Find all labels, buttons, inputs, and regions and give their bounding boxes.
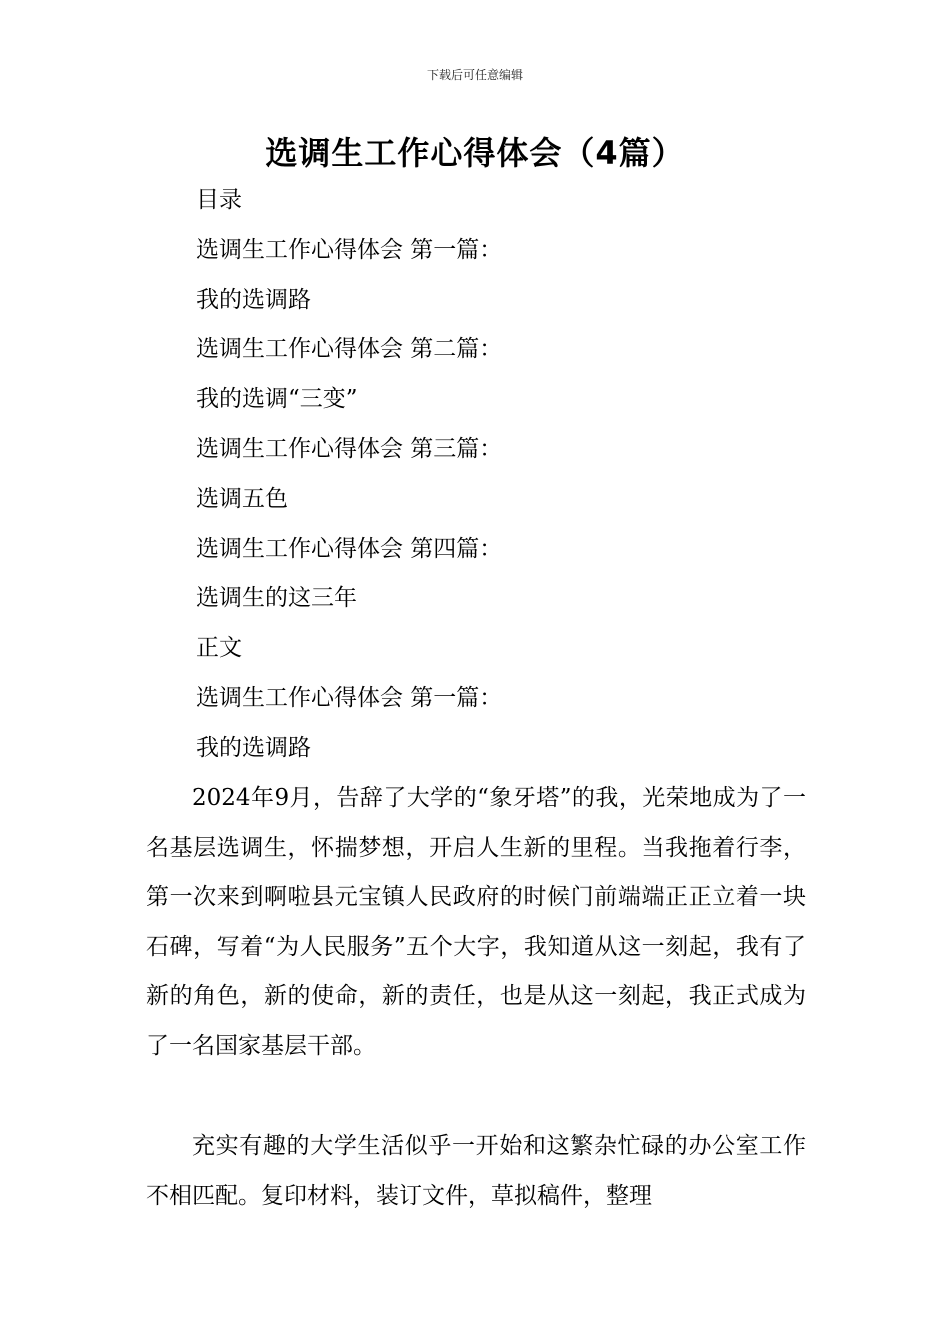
document-title: 选调生工作心得体会（4篇） <box>265 134 685 172</box>
header-note: 下载后可任意编辑 <box>426 68 523 82</box>
table-of-contents <box>196 176 816 774</box>
toc-item: 选调生工作心得体会 第一篇： <box>196 236 503 263</box>
body-paragraph: 充实有趣的大学生活似乎一开始和这繁杂忙碌的办公室工作不相匹配。复印材料，装订文件，草拟稿件，整理 <box>146 1133 806 1209</box>
toc-item: 选调生工作心得体会 第三篇： <box>196 435 503 462</box>
toc-item: 我的选调路 <box>196 286 311 313</box>
toc-item: 选调生工作心得体会 第二篇： <box>196 336 503 363</box>
section-heading: 选调生工作心得体会 第一篇： <box>196 684 503 711</box>
toc-item: 选调生工作心得体会 第四篇： <box>196 535 503 562</box>
toc-heading: 目录 <box>196 187 242 213</box>
toc-item: 选调生的这三年 <box>196 585 357 612</box>
body-heading: 正文 <box>196 635 242 662</box>
section-subtitle: 我的选调路 <box>196 734 311 761</box>
toc-item: 选调五色 <box>196 485 288 512</box>
toc-item: 我的选调“三变” <box>196 386 358 413</box>
body-paragraph: 2024年9月，告辞了大学的“象牙塔”的我，光荣地成为了一名基层选调生，怀揣梦想，开启人生新的里程。当我拖着行李，第一次来到啊啦县元宝镇人民政府的时候门前端端正正立着一块石碑，写着“为人民服务”五个大字，我知道从这一刻起，我有了新的角色，新的使命，新的责任，也是从这一刻起，我正式成为了一名国家基层干部。 <box>146 785 806 1059</box>
